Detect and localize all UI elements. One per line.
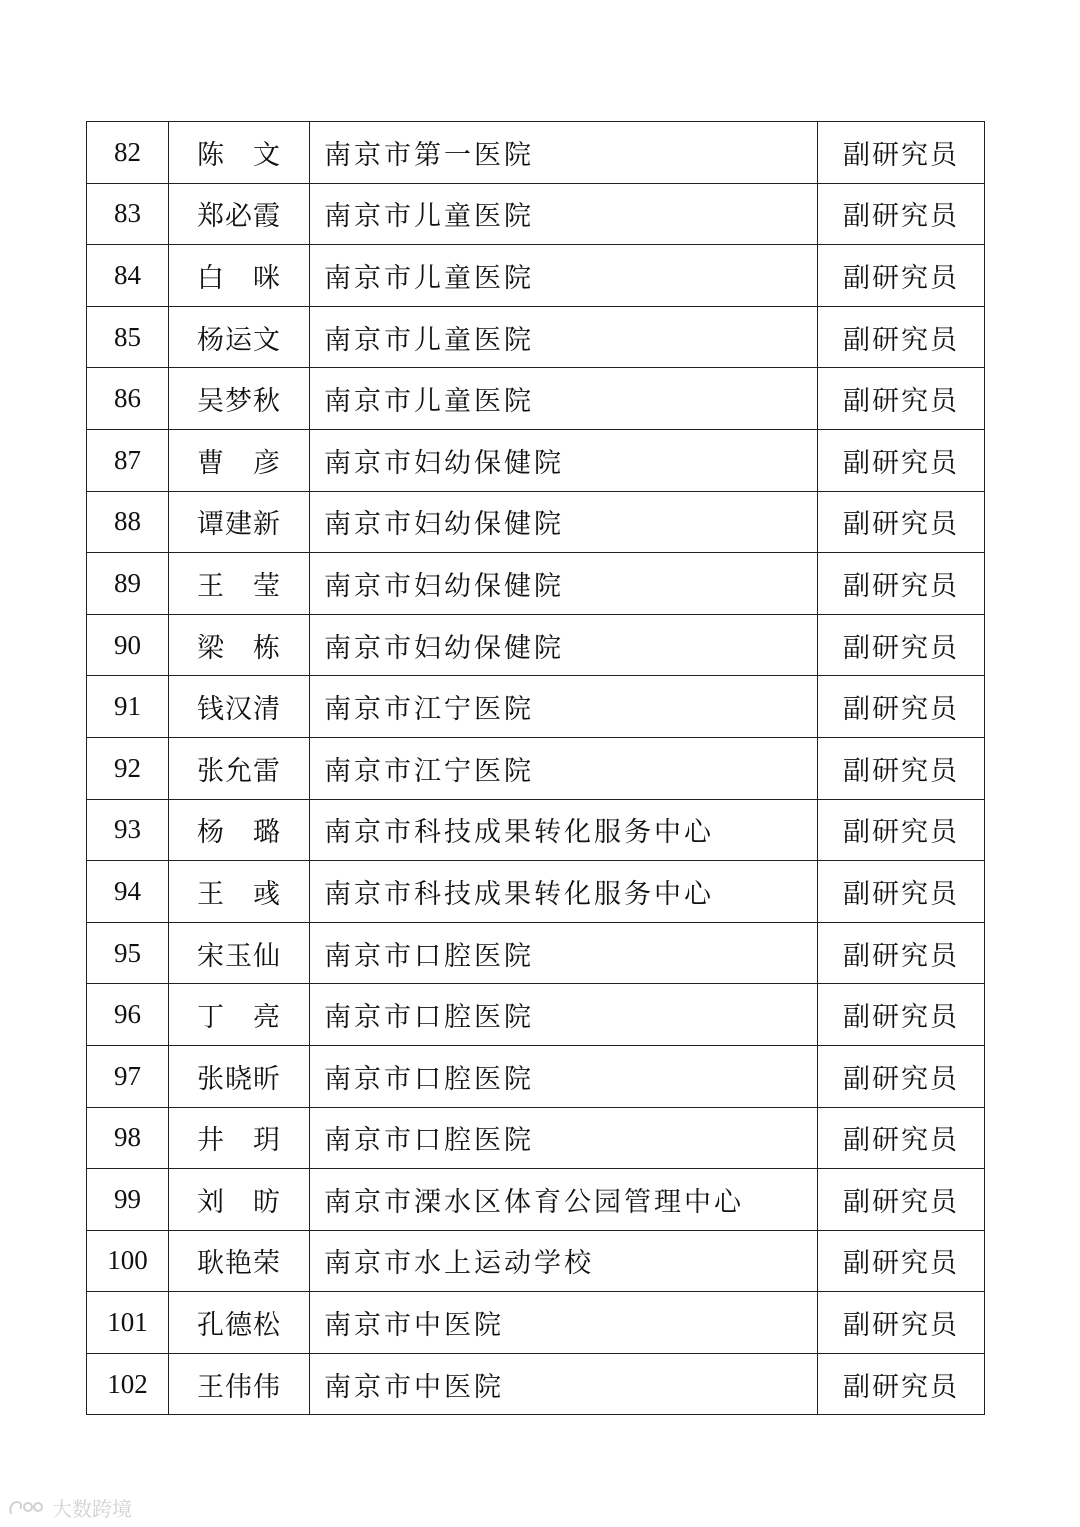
table-row <box>87 799 985 861</box>
row-number-cell: 101 <box>87 1292 169 1354</box>
job-title-cell: 副研究员 <box>818 368 985 430</box>
job-title-cell: 副研究员 <box>818 1292 985 1354</box>
table-row <box>87 1353 985 1415</box>
job-title-cell: 副研究员 <box>818 984 985 1046</box>
person-name: 杨运文 <box>197 324 281 356</box>
row-number-cell: 83 <box>87 183 169 245</box>
job-title-cell: 副研究员 <box>818 861 985 923</box>
job-title-cell: 副研究员 <box>818 553 985 615</box>
row-number-cell: 97 <box>87 1045 169 1107</box>
person-name-cell <box>169 1169 310 1231</box>
person-name: 郑必霞 <box>197 201 281 233</box>
row-number-cell: 86 <box>87 368 169 430</box>
roster-table <box>86 121 985 1415</box>
person-name: 井 玥 <box>197 1125 281 1157</box>
person-name-cell <box>169 245 310 307</box>
table-row <box>87 306 985 368</box>
row-number-cell: 89 <box>87 553 169 615</box>
job-title-cell: 副研究员 <box>818 614 985 676</box>
organization-cell: 南京市妇幼保健院 <box>310 614 818 676</box>
person-name-cell <box>169 799 310 861</box>
table-row <box>87 122 985 184</box>
job-title-cell: 副研究员 <box>818 1169 985 1231</box>
person-name: 梁 栋 <box>197 632 281 664</box>
row-number-cell: 88 <box>87 491 169 553</box>
roster-table-body <box>87 122 985 1415</box>
job-title-cell: 副研究员 <box>818 245 985 307</box>
job-title-cell: 副研究员 <box>818 1353 985 1415</box>
person-name-cell <box>169 1107 310 1169</box>
row-number-cell: 82 <box>87 122 169 184</box>
table-row <box>87 1107 985 1169</box>
person-name-cell <box>169 429 310 491</box>
person-name-cell <box>169 306 310 368</box>
organization-cell: 南京市口腔医院 <box>310 922 818 984</box>
person-name-cell <box>169 614 310 676</box>
table-row <box>87 1292 985 1354</box>
organization-cell: 南京市儿童医院 <box>310 245 818 307</box>
person-name: 白 咪 <box>197 262 281 294</box>
row-number-cell: 85 <box>87 306 169 368</box>
job-title-cell: 副研究员 <box>818 183 985 245</box>
person-name: 耿艳荣 <box>197 1248 281 1280</box>
table-row <box>87 1230 985 1292</box>
table-row <box>87 1169 985 1231</box>
row-number-cell: 96 <box>87 984 169 1046</box>
organization-cell: 南京市溧水区体育公园管理中心 <box>310 1169 818 1231</box>
person-name-cell <box>169 1292 310 1354</box>
person-name: 吴梦秋 <box>197 386 281 418</box>
person-name: 宋玉仙 <box>197 940 281 972</box>
person-name-cell <box>169 183 310 245</box>
organization-cell: 南京市口腔医院 <box>310 984 818 1046</box>
row-number-cell: 92 <box>87 737 169 799</box>
person-name: 张晓昕 <box>197 1063 281 1095</box>
organization-cell: 南京市江宁医院 <box>310 737 818 799</box>
organization-cell: 南京市江宁医院 <box>310 676 818 738</box>
person-name-cell <box>169 491 310 553</box>
person-name-cell <box>169 984 310 1046</box>
table-row <box>87 676 985 738</box>
job-title-cell: 副研究员 <box>818 1230 985 1292</box>
person-name: 张允雷 <box>197 755 281 787</box>
person-name-cell <box>169 122 310 184</box>
row-number-cell: 98 <box>87 1107 169 1169</box>
organization-cell: 南京市第一医院 <box>310 122 818 184</box>
table-row <box>87 737 985 799</box>
row-number-cell: 90 <box>87 614 169 676</box>
row-number-cell: 99 <box>87 1169 169 1231</box>
brand-logo-icon <box>8 1498 48 1518</box>
job-title-cell: 副研究员 <box>818 922 985 984</box>
organization-cell: 南京市儿童医院 <box>310 306 818 368</box>
organization-cell: 南京市科技成果转化服务中心 <box>310 861 818 923</box>
row-number-cell: 95 <box>87 922 169 984</box>
person-name: 丁 亮 <box>197 1002 281 1034</box>
job-title-cell: 副研究员 <box>818 737 985 799</box>
person-name-cell <box>169 553 310 615</box>
job-title-cell: 副研究员 <box>818 799 985 861</box>
person-name: 孔德松 <box>197 1310 281 1342</box>
job-title-cell: 副研究员 <box>818 306 985 368</box>
person-name-cell <box>169 1353 310 1415</box>
table-row <box>87 553 985 615</box>
organization-cell: 南京市科技成果转化服务中心 <box>310 799 818 861</box>
job-title-cell: 副研究员 <box>818 491 985 553</box>
row-number-cell: 93 <box>87 799 169 861</box>
person-name: 刘 昉 <box>197 1186 281 1218</box>
person-name: 陈 文 <box>197 139 281 171</box>
person-name: 王 彧 <box>197 878 281 910</box>
organization-cell: 南京市中医院 <box>310 1292 818 1354</box>
table-row <box>87 1045 985 1107</box>
job-title-cell: 副研究员 <box>818 1107 985 1169</box>
organization-cell: 南京市儿童医院 <box>310 183 818 245</box>
table-row <box>87 429 985 491</box>
table-row <box>87 368 985 430</box>
person-name: 钱汉清 <box>197 694 281 726</box>
row-number-cell: 87 <box>87 429 169 491</box>
job-title-cell: 副研究员 <box>818 429 985 491</box>
organization-cell: 南京市口腔医院 <box>310 1107 818 1169</box>
organization-cell: 南京市妇幼保健院 <box>310 553 818 615</box>
person-name-cell <box>169 922 310 984</box>
table-row <box>87 491 985 553</box>
organization-cell: 南京市口腔医院 <box>310 1045 818 1107</box>
person-name-cell <box>169 1045 310 1107</box>
row-number-cell: 91 <box>87 676 169 738</box>
table-row <box>87 183 985 245</box>
table-row <box>87 245 985 307</box>
job-title-cell: 副研究员 <box>818 676 985 738</box>
person-name: 杨 璐 <box>197 817 281 849</box>
person-name-cell <box>169 1230 310 1292</box>
watermark-text: 大数跨境 <box>52 1497 132 1521</box>
table-row <box>87 984 985 1046</box>
person-name-cell <box>169 676 310 738</box>
organization-cell: 南京市儿童医院 <box>310 368 818 430</box>
table-row <box>87 922 985 984</box>
table-row <box>87 861 985 923</box>
row-number-cell: 94 <box>87 861 169 923</box>
row-number-cell: 102 <box>87 1353 169 1415</box>
organization-cell: 南京市妇幼保健院 <box>310 429 818 491</box>
organization-cell: 南京市中医院 <box>310 1353 818 1415</box>
watermark <box>8 1493 132 1522</box>
job-title-cell: 副研究员 <box>818 1045 985 1107</box>
organization-cell: 南京市水上运动学校 <box>310 1230 818 1292</box>
person-name-cell <box>169 368 310 430</box>
person-name: 王 莹 <box>197 570 281 602</box>
row-number-cell: 100 <box>87 1230 169 1292</box>
table-row <box>87 614 985 676</box>
person-name-cell <box>169 861 310 923</box>
row-number-cell: 84 <box>87 245 169 307</box>
organization-cell: 南京市妇幼保健院 <box>310 491 818 553</box>
job-title-cell: 副研究员 <box>818 122 985 184</box>
person-name-cell <box>169 737 310 799</box>
person-name: 谭建新 <box>197 509 281 541</box>
person-name: 曹 彦 <box>197 447 281 479</box>
person-name: 王伟伟 <box>197 1371 281 1403</box>
